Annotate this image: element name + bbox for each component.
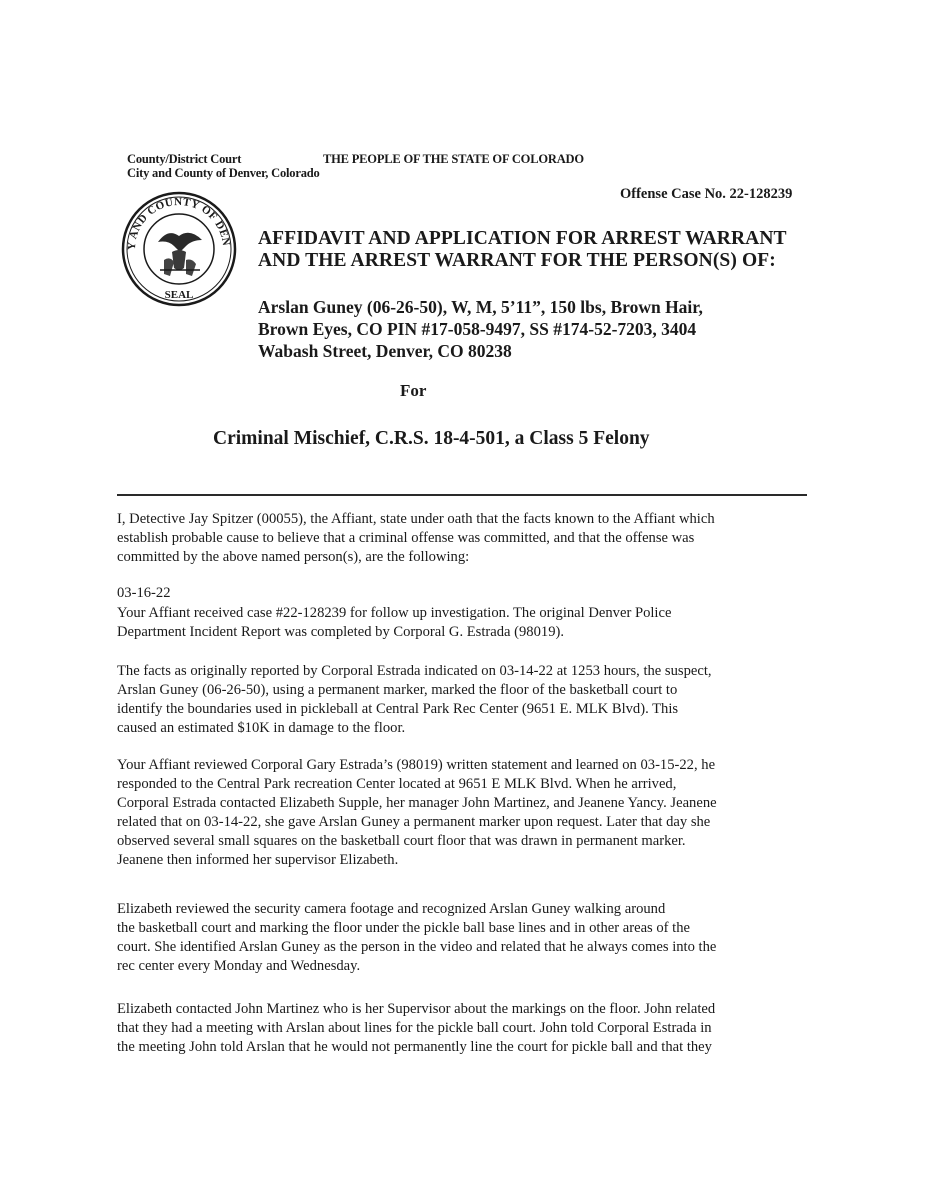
- court-name-line2: City and County of Denver, Colorado: [127, 166, 320, 180]
- text-line: observed several small squares on the basketball court floor that was drawn in permanent marker.: [117, 833, 686, 849]
- text-line: I, Detective Jay Spitzer (00055), the Affiant, state under oath that the facts known to the Affiant which: [117, 511, 715, 527]
- text-line: responded to the Central Park recreation Center located at 9651 E MLK Blvd. When he arrived,: [117, 776, 677, 792]
- text-line: the meeting John told Arslan that he would not permanently line the court for pickle ball and that they: [117, 1039, 712, 1055]
- document-title: [258, 228, 787, 272]
- paragraph-5: [117, 1000, 807, 1057]
- text-line: Your Affiant received case #22-128239 for follow up investigation. The original Denver Police: [117, 605, 672, 621]
- text-line: Your Affiant reviewed Corporal Gary Estrada’s (98019) written statement and learned on 03-15-22, he: [117, 757, 716, 773]
- seal-text-top: Y AND COUNTY OF DEN: [125, 195, 233, 251]
- people-of-state: THE PEOPLE OF THE STATE OF COLORADO: [323, 152, 584, 166]
- intro-paragraph: [117, 510, 807, 567]
- text-line: that they had a meeting with Arslan about lines for the pickle ball court. John told Corporal Estrada in: [117, 1020, 712, 1036]
- text-line: related that on 03-14-22, she gave Arslan Guney a permanent marker upon request. Later that day she: [117, 814, 711, 830]
- suspect-description: [258, 296, 703, 362]
- text-line: Arslan Guney (06-26-50), using a permanent marker, marked the floor of the basketball court to: [117, 682, 678, 698]
- text-line: the basketball court and marking the floor under the pickle ball base lines and in other areas of the: [117, 920, 691, 936]
- text-line: court. She identified Arslan Guney as the person in the video and related that he always comes into the: [117, 939, 717, 955]
- text-line: establish probable cause to believe that a criminal offense was committed, and that the offense was: [117, 530, 695, 546]
- text-line: Elizabeth reviewed the security camera footage and recognized Arslan Guney walking around: [117, 901, 666, 917]
- title-line2: AND THE ARREST WARRANT FOR THE PERSON(S) OF:: [258, 250, 776, 271]
- text-line: 03-16-22: [117, 585, 171, 601]
- suspect-line2: Brown Eyes, CO PIN #17-058-9497, SS #174-52-7203, 3404: [258, 319, 697, 339]
- paragraph-4: [117, 900, 807, 976]
- paragraph-1: [117, 604, 807, 642]
- offense-charge: Criminal Mischief, C.R.S. 18-4-501, a Class 5 Felony: [213, 428, 650, 449]
- court-name-line1: County/District Court: [127, 152, 242, 166]
- for-label: For: [400, 381, 427, 400]
- text-line: caused an estimated $10K in damage to the floor.: [117, 720, 406, 736]
- text-line: Elizabeth contacted John Martinez who is her Supervisor about the markings on the floor. John related: [117, 1001, 716, 1017]
- text-line: rec center every Monday and Wednesday.: [117, 958, 361, 974]
- text-line: Department Incident Report was completed by Corporal G. Estrada (98019).: [117, 624, 565, 640]
- entry-date: [117, 584, 807, 603]
- title-line1: AFFIDAVIT AND APPLICATION FOR ARREST WARRANT: [258, 228, 787, 249]
- offense-case-number: Offense Case No. 22-128239: [620, 186, 793, 202]
- suspect-line1: Arslan Guney (06-26-50), W, M, 5’11”, 150 lbs, Brown Hair,: [258, 297, 703, 317]
- text-line: The facts as originally reported by Corporal Estrada indicated on 03-14-22 at 1253 hours, the suspect,: [117, 663, 712, 679]
- paragraph-3: [117, 756, 807, 870]
- text-line: Corporal Estrada contacted Elizabeth Supple, her manager John Martinez, and Jeanene Yancy. Jeanene: [117, 795, 717, 811]
- seal-text-bottom: SEAL: [164, 289, 194, 301]
- text-line: committed by the above named person(s), are the following:: [117, 549, 470, 565]
- divider: [117, 494, 807, 496]
- text-line: identify the boundaries used in pickleball at Central Park Rec Center (9651 E. MLK Blvd). This: [117, 701, 679, 717]
- text-line: Jeanene then informed her supervisor Elizabeth.: [117, 852, 399, 868]
- city-county-denver-seal-icon: [120, 190, 238, 308]
- suspect-line3: Wabash Street, Denver, CO 80238: [258, 341, 512, 361]
- paragraph-2: [117, 662, 807, 738]
